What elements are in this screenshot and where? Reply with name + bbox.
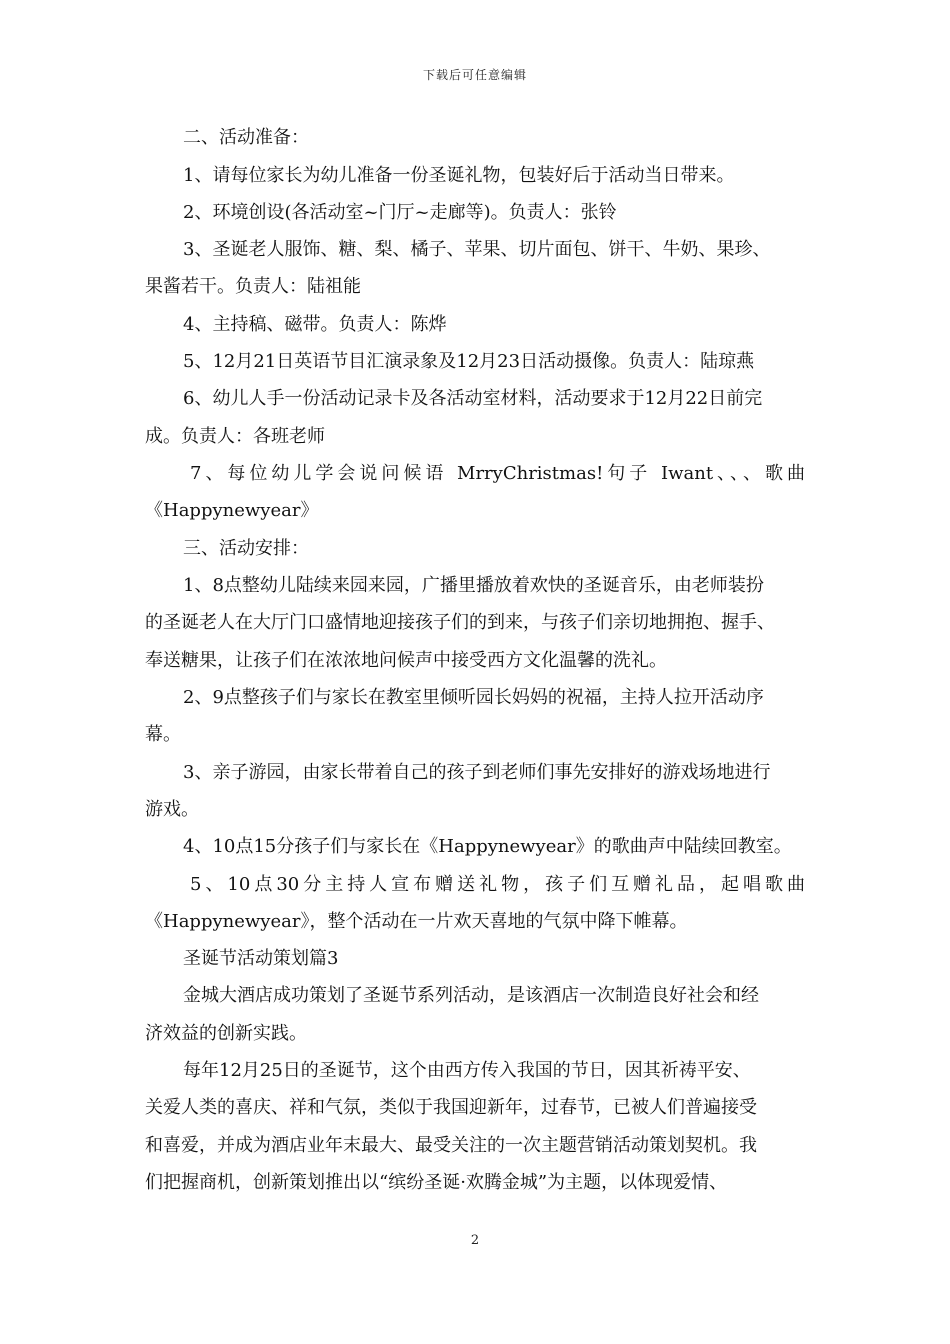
paragraph-line: 《Happynewyear》 [145,500,319,521]
page-number: 2 [470,1233,480,1248]
paragraph-line: 2、9点整孩子们与家长在教室里倾听园长妈妈的祝福，主持人拉开活动序 [183,687,764,708]
paragraph-line: 3、亲子游园，由家长带着自己的孩子到老师们事先安排好的游戏场地进行 [183,762,771,783]
paragraph-line: 3、圣诞老人服饰、糖、梨、橘子、苹果、切片面包、饼干、牛奶、果珍、 [183,239,771,260]
section-heading: 二、活动准备： [183,127,309,148]
paragraph-line: 6、幼儿人手一份活动记录卡及各活动室材料，活动要求于12月22日前完 [183,388,763,409]
paragraph-line: 1、8点整幼儿陆续来园来园，广播里播放着欢快的圣诞音乐，由老师装扮 [183,575,764,596]
page-header: 下载后可任意编辑 [422,68,527,82]
paragraph-line: 4、10点15分孩子们与家长在《Happynewyear》的歌曲声中陆续回教室。 [183,836,792,857]
paragraph-line: 1、请每位家长为幼儿准备一份圣诞礼物，包装好后于活动当日带来。 [183,165,735,186]
paragraph-line: 的圣诞老人在大厅门口盛情地迎接孩子们的到来，与孩子们亲切地拥抱、握手、 [145,612,775,633]
paragraph-line: 关爱人类的喜庆、祥和气氛，类似于我国迎新年，过春节，已被人们普遍接受 [145,1097,757,1118]
paragraph-line: 《Happynewyear》，整个活动在一片欢天喜地的气氛中降下帷幕。 [145,911,688,932]
paragraph-line: 7、每位幼儿学会说问候语 MrryChristmas!句子 Iwant、、、歌曲 [190,463,805,484]
paragraph-line: 奉送糖果，让孩子们在浓浓地问候声中接受西方文化温馨的洗礼。 [145,650,667,671]
paragraph-line: 果酱若干。负责人：陆祖能 [145,276,361,297]
paragraph-line: 5、10点30分主持人宣布赠送礼物，孩子们互赠礼品，起唱歌曲 [190,874,805,895]
paragraph-line: 4、主持稿、磁带。负责人：陈烨 [183,314,447,335]
section-heading: 三、活动安排： [183,538,309,559]
paragraph-line: 每年12月25日的圣诞节，这个由西方传入我国的节日，因其祈祷平安、 [183,1060,751,1081]
paragraph-line: 幕。 [145,724,181,745]
paragraph-line: 金城大酒店成功策划了圣诞节系列活动，是该酒店一次制造良好社会和经 [183,985,759,1006]
section-heading: 圣诞节活动策划篇3 [183,948,339,969]
paragraph-line: 2、环境创设(各活动室~门厅~走廊等)。负责人：张铃 [183,202,617,223]
paragraph-line: 成。负责人：各班老师 [145,426,325,447]
paragraph-line: 们把握商机，创新策划推出以“缤纷圣诞·欢腾金城”为主题，以体现爱情、 [145,1172,728,1193]
paragraph-line: 游戏。 [145,799,199,820]
paragraph-line: 济效益的创新实践。 [145,1023,307,1044]
paragraph-line: 和喜爱，并成为酒店业年末最大、最受关注的一次主题营销活动策划契机。我 [145,1135,757,1156]
paragraph-line: 5、12月21日英语节目汇演录象及12月23日活动摄像。负责人：陆琼燕 [183,351,755,372]
